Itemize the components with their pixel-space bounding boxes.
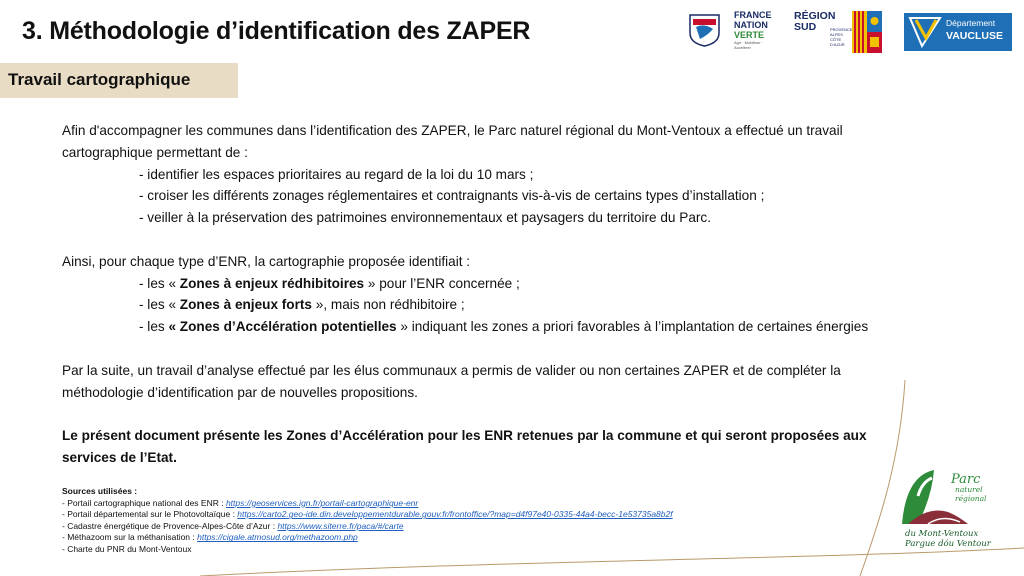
- intro-line: cartographique permettant de :: [62, 144, 248, 160]
- source-link[interactable]: https://carto2.geo-ide.din.developpementdurable.gouv.fr/frontoffice/?map=d4f97e40-0335-44a4-becc-1e53735a8b2f: [237, 509, 673, 520]
- region-sud-logo: [794, 11, 882, 55]
- pnr-naturel-text: naturel régional: [955, 485, 987, 503]
- source-item: - Méthazoom sur la méthanisation : https://cigale.atmosud.org/methazoom.php: [62, 532, 358, 543]
- logo-text: RÉGION SUD: [794, 10, 836, 33]
- zone-item: - les « Zones à enjeux forts », mais non rédhibitoire ;: [139, 297, 465, 313]
- present-line: services de l’Etat.: [62, 449, 177, 465]
- source-item: - Portail cartographique national des ENR : https://geoservices.ign.fr/portail-cartographique-enr: [62, 497, 419, 508]
- france-nation-verte-logo: [734, 10, 780, 54]
- logo-small-text: PROVENCE ALPES CÔTE D’AZUR: [830, 27, 853, 47]
- logo-text: VERTE: [734, 30, 765, 40]
- pnr-parc-text: Parc: [951, 472, 981, 487]
- sources-title: Sources utilisées :: [62, 486, 138, 496]
- source-item: - Portail départemental sur le Photovoltaïque : https://carto2.geo-ide.din.developpementdurable.gouv.fr/frontoffice/?map=d4f97e40-0335-44a4-becc-1e53735a8b2f: [62, 509, 673, 520]
- intro-line: Afin d'accompagner les communes dans l’identification des ZAPER, le Parc naturel régional du Mont-Ventoux a effectué un travail: [62, 123, 843, 138]
- source-link[interactable]: https://geoservices.ign.fr/portail-cartographique-enr: [225, 497, 419, 508]
- region-shield-icon: [852, 11, 882, 53]
- section-label: Travail cartographique: [8, 70, 191, 89]
- vaucluse-logo: [904, 13, 1012, 51]
- section-banner: [0, 63, 238, 98]
- slide-title: 3. Méthodologie d’identification des ZAPER: [22, 17, 531, 45]
- vaucluse-emblem-icon: [908, 16, 942, 48]
- bullet-item: - veiller à la préservation des patrimoines environnementaux et paysagers du territoire du Parc.: [139, 210, 711, 226]
- source-link[interactable]: https://cigale.atmosud.org/methazoom.php: [197, 532, 358, 543]
- zone-item: - les « Zones d’Accélération potentielles » indiquant les zones a priori favorables à l’implantation de certaines énergies: [139, 319, 869, 335]
- logo-text: NATION: [734, 20, 768, 30]
- sources-block: [62, 486, 673, 556]
- bullet-item: - croiser les différents zonages réglementaires et contraignants vis-à-vis de certains types d’installation ;: [139, 188, 765, 204]
- logo-text: VAUCLUSE: [946, 30, 1003, 42]
- source-link[interactable]: https://www.siterre.fr/paca/#/carte: [277, 520, 404, 531]
- logo-tagline: Agir · Mobiliser · Accélérer: [734, 40, 764, 50]
- bullet-item: - identifier les espaces prioritaires au regard de la loi du 10 mars ;: [139, 166, 534, 182]
- suite-line: méthodologie d’identification par de nouvelles propositions.: [62, 384, 418, 400]
- present-line: Le présent document présente les Zones d’Accélération pour les ENR retenues par la commune et qui seront proposées aux: [62, 428, 867, 444]
- suite-line: Par la suite, un travail d’analyse effectué par les élus communaux a permis de valider ou non certaines ZAPER et de compléter la: [62, 362, 841, 378]
- coat-of-arms-logo: [688, 13, 721, 47]
- pnr-name-text: du Mont-Ventoux Pargue dóu Ventour: [905, 529, 991, 549]
- ainsi-line: Ainsi, pour chaque type d’ENR, la cartographie proposée identifiait :: [62, 253, 471, 269]
- logo-text: Département: [946, 18, 996, 28]
- source-item: - Cadastre énergétique de Provence-Alpes-Côte d’Azur : https://www.siterre.fr/paca/#/carte: [62, 520, 404, 531]
- zone-item: - les « Zones à enjeux rédhibitoires » pour l’ENR concernée ;: [139, 275, 520, 291]
- logo-text: FRANCE: [734, 10, 772, 20]
- source-item: - Charte du PNR du Mont-Ventoux: [62, 543, 192, 554]
- body-text: [62, 120, 962, 469]
